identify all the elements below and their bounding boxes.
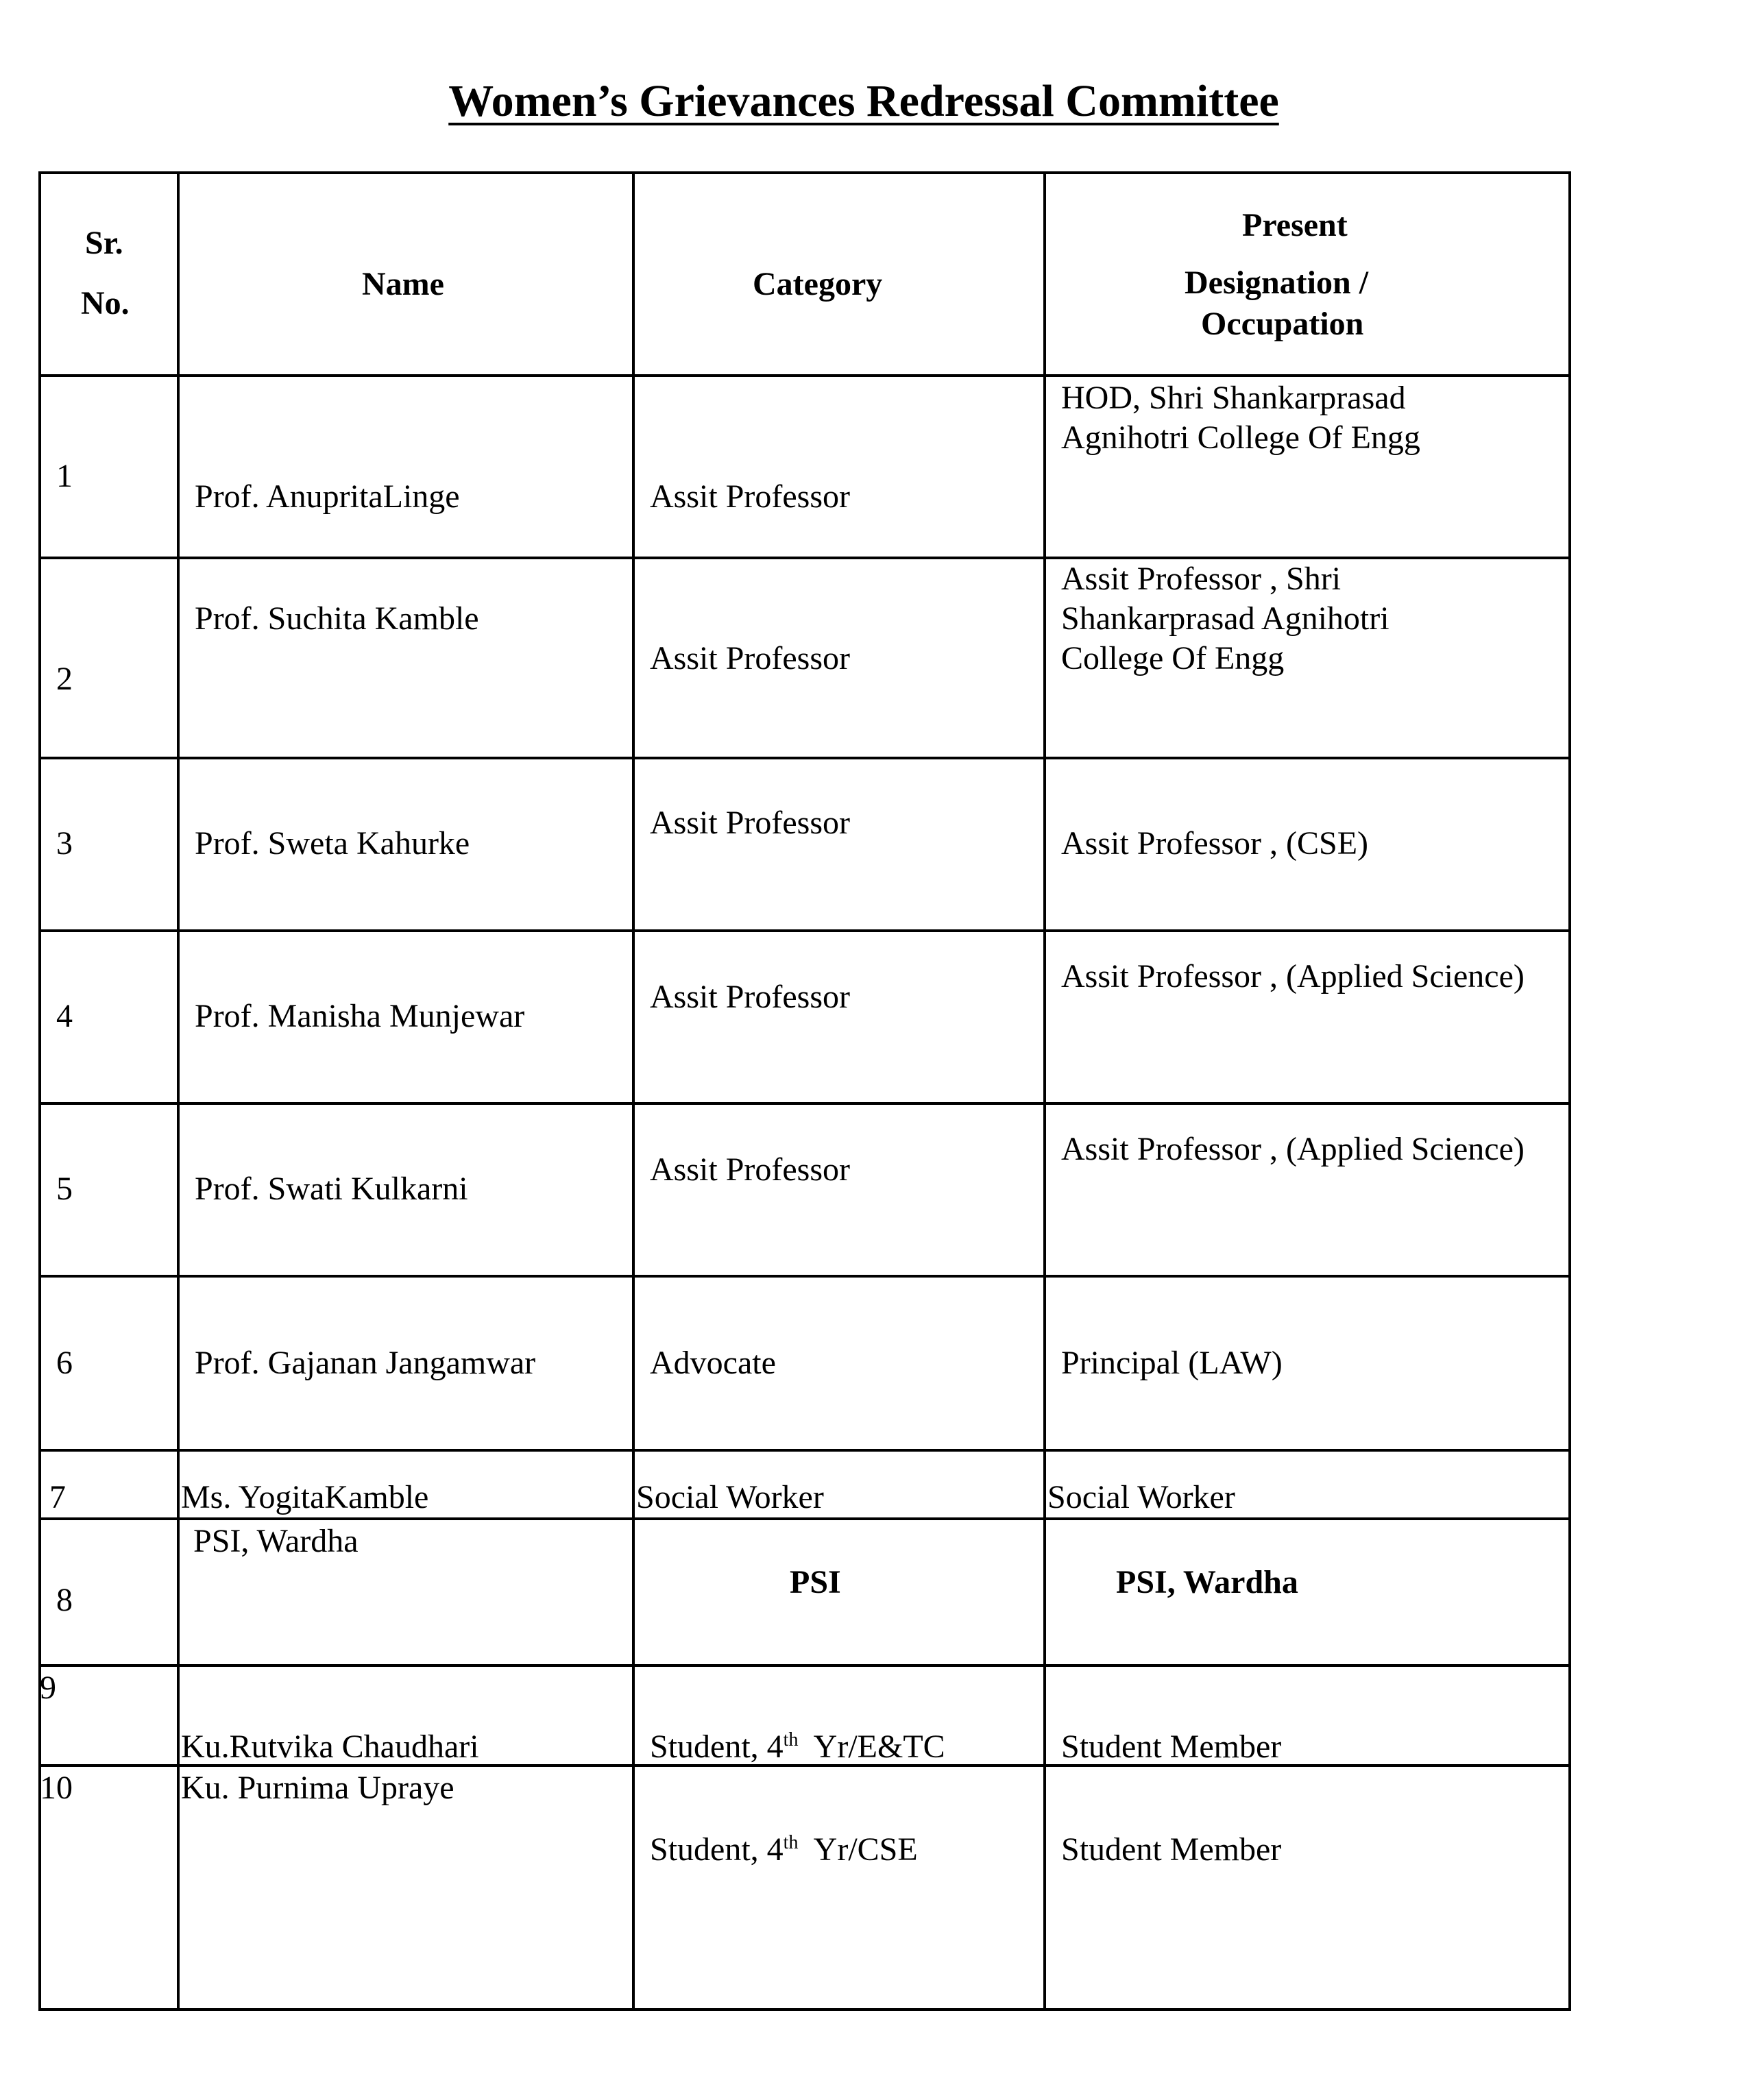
sr-number: 3 [56,825,73,862]
member-category: Advocate [650,1345,776,1381]
row-divider [38,929,1571,932]
sr-number: 6 [56,1345,73,1381]
member-name: Prof. Suchita Kamble [195,600,479,637]
member-category: Assit Professor [650,478,851,515]
member-name: PSI, Wardha [193,1523,359,1559]
ordinal-suffix: th [783,1729,799,1750]
row-divider [38,1449,1571,1452]
header-designation: Designation / [1185,265,1369,301]
member-name: Prof. Gajanan Jangamwar [195,1345,536,1381]
column-divider [177,171,180,2011]
member-designation: Principal (LAW) [1061,1345,1283,1381]
row-divider [38,1102,1571,1105]
column-divider [1043,171,1046,2011]
member-designation: Student Member [1061,1831,1282,1868]
category-text: Student, 4 [650,1831,784,1868]
member-designation: Assit Professor , (CSE) [1061,825,1369,862]
row-divider [38,374,1571,377]
member-category: Assit Professor [650,1151,851,1188]
column-divider [632,171,635,2011]
table-border-bottom [38,2008,1571,2011]
member-designation: Social Worker [1047,1479,1235,1515]
member-designation: Assit Professor , (Applied Science) [1061,958,1525,994]
header-occupation: Occupation [1201,306,1364,342]
member-name: Prof. AnupritaLinge [195,478,460,515]
sr-number: 10 [40,1770,73,1806]
member-category: PSI [790,1564,841,1600]
sr-number: 4 [56,998,73,1034]
member-designation: Student Member [1061,1729,1282,1765]
sr-number: 7 [49,1479,66,1515]
sr-number: 9 [40,1670,56,1706]
row-divider [38,557,1571,559]
member-category [650,1830,918,1870]
ordinal-suffix: th [783,1832,799,1853]
member-designation: Shankarprasad Agnihotri [1061,600,1389,637]
sr-number: 2 [56,661,73,697]
category-text: Yr/CSE [798,1831,918,1868]
member-name: Ku.Rutvika Chaudhari [181,1729,479,1765]
row-divider [38,757,1571,759]
header-category: Category [753,266,883,302]
table-border-left [38,171,41,2011]
member-name: Prof. Swati Kulkarni [195,1171,468,1207]
member-designation: Assit Professor , Shri [1061,561,1342,597]
member-category: Assit Professor [650,979,851,1015]
header-no: No. [81,285,130,321]
member-designation: PSI, Wardha [1116,1564,1298,1600]
sr-number: 8 [56,1582,73,1618]
member-designation: Assit Professor , (Applied Science) [1061,1131,1525,1167]
header-name: Name [362,266,444,302]
member-name: Ms. YogitaKamble [181,1479,429,1515]
category-text: Student, 4 [650,1729,784,1765]
member-designation: College Of Engg [1061,640,1285,676]
member-designation: Agnihotri College Of Engg [1061,419,1420,456]
member-category: Assit Professor [650,640,851,676]
member-category: Assit Professor [650,805,851,841]
header-sr: Sr. [85,225,123,261]
member-name: Prof. Sweta Kahurke [195,825,470,862]
page-title: Women’s Grievances Redressal Committee [448,76,1279,126]
sr-number: 5 [56,1171,73,1207]
table-border-top [38,171,1571,174]
table-border-right [1568,171,1571,2011]
member-designation: HOD, Shri Shankarprasad [1061,380,1406,416]
row-divider [38,1275,1571,1278]
member-name: Prof. Manisha Munjewar [195,998,525,1034]
member-category: Social Worker [636,1479,824,1515]
row-divider [38,1517,1571,1520]
member-category [650,1727,945,1767]
header-present: Present [1242,207,1348,243]
member-name: Ku. Purnima Upraye [181,1770,454,1806]
category-text: Yr/E&TC [798,1729,945,1765]
row-divider [38,1664,1571,1667]
sr-number: 1 [56,458,73,494]
